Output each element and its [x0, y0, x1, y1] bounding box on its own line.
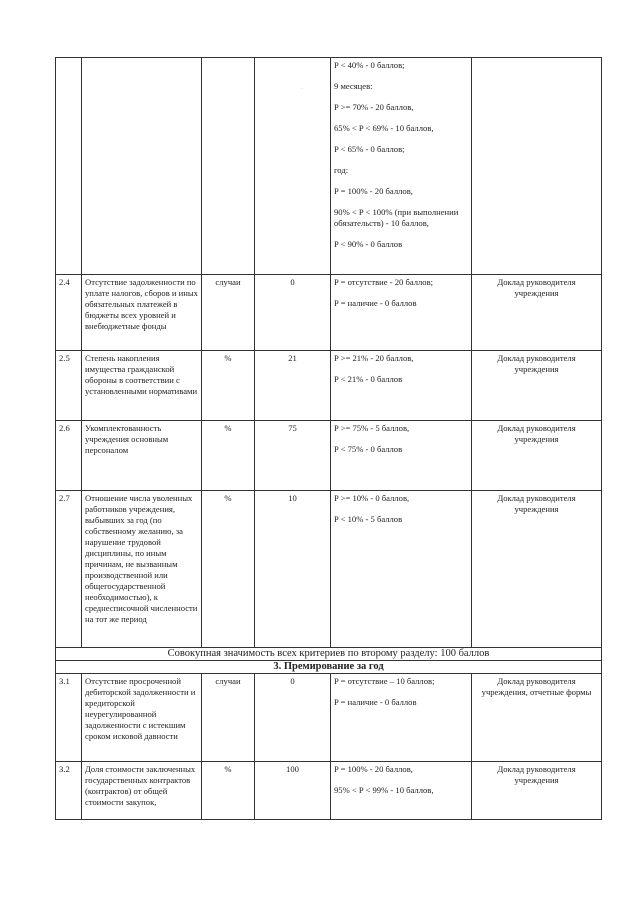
scoring-line: P = отсутствие - 20 баллов;: [334, 277, 434, 287]
table-row: [56, 351, 602, 421]
source-cell: Доклад руководителя учреждения, отчетные формы: [472, 674, 602, 762]
scoring-line: P = 100% - 20 баллов,: [334, 764, 413, 774]
row-number: 2.5: [56, 351, 82, 421]
scoring-line: P < 75% - 0 баллов: [334, 444, 403, 454]
table-row: [56, 674, 602, 762]
unit-cell: %: [202, 762, 255, 820]
unit-cell: %: [202, 421, 255, 491]
scoring-line: 65% < P < 69% - 10 баллов,: [334, 123, 434, 133]
total-text: Совокупная значимость всех критериев по второму разделу: 100 баллов: [56, 648, 602, 661]
unit-cell: случаи: [202, 275, 255, 351]
scoring-line: P < 40% - 0 баллов;: [334, 60, 405, 70]
indicator-cell: 21: [255, 351, 331, 421]
criterion-text: Отсутствие задолженности по уплате налогов, сборов и иных обязательных платежей в бюджеты всех уровней и внебюджетные фонды: [82, 275, 202, 351]
criterion-text: Отношение числа уволенных работников учреждения, выбывших за год (по собственному желанию, за нарушение трудовой дисциплины, по иным причинам, не вызванным производственной или общегосударственной необходимостью), к среднесписочной численности на тот же период: [82, 491, 202, 648]
scoring-line: 9 месяцев:: [334, 81, 373, 91]
row-number: 2.6: [56, 421, 82, 491]
scoring-cell: [331, 491, 472, 648]
indicator-cell: 75: [255, 421, 331, 491]
scoring-cell: [331, 762, 472, 820]
row-number: [56, 58, 82, 275]
source-cell: Доклад руководителя учреждения: [472, 491, 602, 648]
table-row: [56, 421, 602, 491]
indicator-cell: 10: [255, 491, 331, 648]
scoring-line: P >= 21% - 20 баллов,: [334, 353, 414, 363]
indicator-cell: 100: [255, 762, 331, 820]
scoring-cell: [331, 674, 472, 762]
table-row: [56, 275, 602, 351]
scoring-line: 95% < P < 99% - 10 баллов,: [334, 785, 434, 795]
criterion-text: Укомплектованность учреждения основным персоналом: [82, 421, 202, 491]
section-header-row: [56, 661, 602, 674]
unit-cell: %: [202, 491, 255, 648]
unit-cell: [202, 58, 255, 275]
criterion-text: Степень накопления имущества гражданской обороны в соответствии с установленными нормативами: [82, 351, 202, 421]
indicator-cell: [255, 58, 331, 275]
unit-cell: случаи: [202, 674, 255, 762]
scoring-cell: [331, 58, 472, 275]
row-number: 2.4: [56, 275, 82, 351]
scoring-line: P < 10% - 5 баллов: [334, 514, 403, 524]
source-cell: [472, 58, 602, 275]
row-number: 3.2: [56, 762, 82, 820]
source-cell: Доклад руководителя учреждения: [472, 275, 602, 351]
criterion-text: Доля стоимости заключенных государственных контрактов (контрактов) от общей стоимости закупок,: [82, 762, 202, 820]
scoring-line: P >= 75% - 5 баллов,: [334, 423, 410, 433]
table-row: [56, 58, 602, 275]
scoring-cell: [331, 421, 472, 491]
scoring-line: P < 65% - 0 баллов;: [334, 144, 405, 154]
scoring-line: 90% < P < 100% (при выполнении обязательств) - 10 баллов,: [334, 207, 459, 228]
unit-cell: %: [202, 351, 255, 421]
criteria-table: [55, 57, 602, 820]
indicator-cell: 0: [255, 674, 331, 762]
scoring-line: P >= 70% - 20 баллов,: [334, 102, 414, 112]
scoring-line: P = наличие - 0 баллов: [334, 298, 417, 308]
scoring-line: P < 21% - 0 баллов: [334, 374, 403, 384]
indicator-cell: 0: [255, 275, 331, 351]
scoring-line: P = 100% - 20 баллов,: [334, 186, 413, 196]
row-number: 3.1: [56, 674, 82, 762]
scoring-cell: [331, 275, 472, 351]
scan-mark: ·: [301, 86, 303, 92]
scoring-line: P = отсутствие – 10 баллов;: [334, 676, 435, 686]
table-row: [56, 762, 602, 820]
criterion-text: [82, 58, 202, 275]
scoring-line: год:: [334, 165, 349, 175]
scoring-line: P = наличие - 0 баллов: [334, 697, 417, 707]
source-cell: Доклад руководителя учреждения: [472, 762, 602, 820]
source-cell: Доклад руководителя учреждения: [472, 421, 602, 491]
row-number: 2.7: [56, 491, 82, 648]
scoring-line: P >= 10% - 0 баллов,: [334, 493, 410, 503]
source-cell: Доклад руководителя учреждения: [472, 351, 602, 421]
section-title: 3. Премирование за год: [56, 661, 602, 674]
total-row: [56, 648, 602, 661]
scoring-cell: [331, 351, 472, 421]
table-row: [56, 491, 602, 648]
scoring-line: P < 90% - 0 баллов: [334, 239, 403, 249]
criterion-text: Отсутствие просроченной дебиторской задолженности и кредиторской неурегулированной задолженности с истекшим сроком исковой давности: [82, 674, 202, 762]
